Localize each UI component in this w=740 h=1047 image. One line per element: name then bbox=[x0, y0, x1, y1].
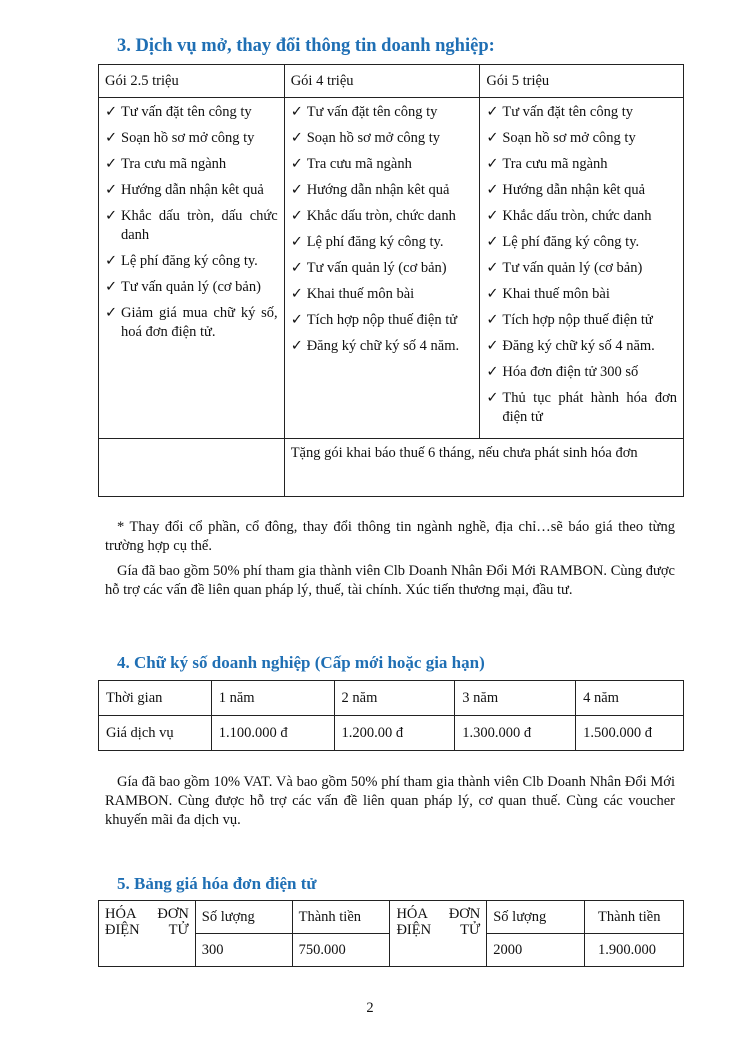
checkmark-icon: ✓ bbox=[486, 156, 499, 172]
table-cell: 2 năm bbox=[334, 681, 455, 716]
checklist-item bbox=[105, 278, 278, 297]
checklist-item-text: Tư vấn đặt tên công ty bbox=[306, 104, 438, 120]
checkmark-icon: ✓ bbox=[290, 156, 303, 172]
checklist-item-text: Hướng dẫn nhận kêt quả bbox=[121, 182, 264, 198]
checkmark-icon: ✓ bbox=[105, 279, 118, 295]
table-cell: 1.500.000 đ bbox=[576, 716, 684, 751]
amount-header: Thành tiền bbox=[292, 901, 390, 934]
checklist-item-text: Soạn hồ sơ mở công ty bbox=[306, 130, 441, 146]
checklist-item-text: Tư vấn đặt tên công ty bbox=[121, 104, 252, 120]
qty-value: 300 bbox=[195, 934, 292, 967]
invoice-label: HÓA ĐƠN ĐIỆN TỬ bbox=[99, 901, 196, 967]
amount-value: 750.000 bbox=[292, 934, 390, 967]
checklist-item-text: Soạn hồ sơ mở công ty bbox=[121, 130, 255, 146]
checklist-item bbox=[486, 207, 677, 226]
checkmark-icon: ✓ bbox=[486, 286, 499, 302]
checklist bbox=[291, 103, 474, 356]
checklist-item-text: Khai thuế môn bài bbox=[306, 286, 415, 302]
checklist-item bbox=[105, 252, 278, 271]
package-items-row bbox=[99, 98, 684, 439]
amount-value: 1.900.000 bbox=[585, 934, 684, 967]
checklist-item-text: Tra cưu mã ngành bbox=[306, 156, 412, 172]
checklist-item bbox=[486, 337, 677, 356]
checkmark-icon: ✓ bbox=[486, 390, 499, 406]
page-number: 2 bbox=[366, 1000, 374, 1016]
checkmark-icon: ✓ bbox=[486, 260, 499, 276]
table-cell: 3 năm bbox=[455, 681, 576, 716]
package-header-row bbox=[99, 65, 684, 98]
table-cell: 1.100.000 đ bbox=[211, 716, 334, 751]
digital-signature-table bbox=[98, 680, 684, 751]
checklist-item-text: Tư vấn đặt tên công ty bbox=[502, 104, 634, 120]
package-footer-row bbox=[99, 439, 684, 497]
checklist-item-text: Hướng dẫn nhận kêt quả bbox=[306, 182, 450, 198]
e-invoice-price-table bbox=[98, 900, 684, 967]
checklist-item bbox=[105, 155, 278, 174]
checklist-item-text: Tích hợp nộp thuế điện tử bbox=[306, 312, 458, 328]
checklist-item bbox=[291, 103, 474, 122]
checklist bbox=[105, 103, 278, 342]
section-3-note-1: * Thay đổi cổ phần, cổ đông, thay đổi thông tin ngành nghề, địa chỉ…sẽ báo giá theo từng trường hợp cụ thể. bbox=[105, 519, 675, 554]
checklist-item-text: Khắc dấu tròn, chức danh bbox=[502, 208, 652, 224]
table-row bbox=[99, 681, 684, 716]
package-items-cell bbox=[480, 98, 684, 439]
checklist-item-text: Thủ tục phát hành hóa đơn điện tử bbox=[502, 390, 677, 425]
checkmark-icon: ✓ bbox=[486, 130, 499, 146]
checklist-item-text: Hóa đơn điện tử 300 số bbox=[502, 364, 639, 380]
checkmark-icon: ✓ bbox=[290, 234, 303, 250]
checklist-item bbox=[105, 207, 278, 245]
checklist-item-text: Lệ phí đăng ký công ty. bbox=[502, 234, 640, 250]
checklist-item bbox=[291, 155, 474, 174]
checklist-item bbox=[486, 363, 677, 382]
package-name: Gói 2.5 triệu bbox=[99, 65, 285, 98]
checklist-item-text: Hướng dẫn nhận kêt quả bbox=[502, 182, 646, 198]
package-items-cell bbox=[284, 98, 480, 439]
qty-header: Số lượng bbox=[195, 901, 292, 934]
package-name: Gói 4 triệu bbox=[284, 65, 480, 98]
checkmark-icon: ✓ bbox=[290, 260, 303, 276]
checkmark-icon: ✓ bbox=[105, 208, 118, 224]
section-5-title: 5. Bảng giá hóa đơn điện tử bbox=[117, 874, 317, 893]
checklist-item bbox=[105, 304, 278, 342]
package-name: Gói 5 triệu bbox=[480, 65, 684, 98]
checkmark-icon: ✓ bbox=[105, 253, 118, 269]
section-3-title: 3. Dịch vụ mở, thay đổi thông tin doanh nghiệp: bbox=[117, 36, 495, 56]
checkmark-icon: ✓ bbox=[486, 208, 499, 224]
checklist-item-text: Tư vấn quản lý (cơ bản) bbox=[121, 279, 261, 295]
table-row bbox=[99, 901, 684, 934]
checkmark-icon: ✓ bbox=[290, 338, 303, 354]
checklist-item bbox=[291, 181, 474, 200]
checklist-item bbox=[486, 129, 677, 148]
checklist-item bbox=[291, 129, 474, 148]
checklist-item bbox=[486, 103, 677, 122]
bonus-note: Tặng gói khai báo thuế 6 tháng, nếu chưa phát sinh hóa đơn bbox=[284, 439, 683, 497]
checklist-item bbox=[486, 389, 677, 427]
checkmark-icon: ✓ bbox=[486, 182, 499, 198]
checklist-item bbox=[291, 337, 474, 356]
checklist-item bbox=[486, 311, 677, 330]
table-cell: 1.300.000 đ bbox=[455, 716, 576, 751]
checkmark-icon: ✓ bbox=[290, 312, 303, 328]
checkmark-icon: ✓ bbox=[105, 156, 118, 172]
checklist-item bbox=[486, 285, 677, 304]
checklist-item-text: Tư vấn quản lý (cơ bản) bbox=[502, 260, 643, 276]
checklist-item bbox=[486, 259, 677, 278]
checklist-item bbox=[105, 103, 278, 122]
checklist-item-text: Giảm giá mua chữ ký số, hoá đơn điện tử. bbox=[121, 305, 278, 340]
checklist-item bbox=[291, 259, 474, 278]
section-3-note-2: Gía đã bao gồm 50% phí tham gia thành viên Clb Doanh Nhân Đổi Mới RAMBON. Cùng được hỗ trợ các vấn đề liên quan pháp lý, thuế, tài chính. Xúc tiến thương mại, đầu tư. bbox=[105, 563, 675, 598]
checklist-item bbox=[291, 233, 474, 252]
checklist-item bbox=[105, 181, 278, 200]
checklist-item-text: Khai thuế môn bài bbox=[502, 286, 610, 302]
checklist-item-text: Lệ phí đăng ký công ty. bbox=[306, 234, 444, 250]
checklist-item bbox=[486, 233, 677, 252]
checklist-item-text: Tra cưu mã ngành bbox=[502, 156, 608, 172]
company-service-table bbox=[98, 64, 684, 497]
checklist-item-text: Khắc dấu tròn, chức danh bbox=[306, 208, 456, 224]
checklist-item-text: Tích hợp nộp thuế điện tử bbox=[502, 312, 653, 328]
checkmark-icon: ✓ bbox=[486, 234, 499, 250]
checklist-item-text: Tư vấn quản lý (cơ bản) bbox=[306, 260, 447, 276]
checklist-item bbox=[291, 285, 474, 304]
empty-cell bbox=[99, 439, 285, 497]
section-4-title: 4. Chữ ký số doanh nghiệp (Cấp mới hoặc gia hạn) bbox=[117, 653, 485, 672]
checklist-item bbox=[486, 181, 677, 200]
table-cell: 1 năm bbox=[211, 681, 334, 716]
checklist-item-text: Tra cưu mã ngành bbox=[121, 156, 227, 172]
checkmark-icon: ✓ bbox=[486, 338, 499, 354]
checklist-item-text: Soạn hồ sơ mở công ty bbox=[502, 130, 636, 146]
checkmark-icon: ✓ bbox=[290, 130, 303, 146]
checklist-item bbox=[291, 207, 474, 226]
checklist-item-text: Lệ phí đăng ký công ty. bbox=[121, 253, 258, 269]
qty-value: 2000 bbox=[487, 934, 585, 967]
checklist-item-text: Khắc dấu tròn, dấu chức danh bbox=[121, 208, 278, 243]
checkmark-icon: ✓ bbox=[290, 208, 303, 224]
table-cell: 1.200.00 đ bbox=[334, 716, 455, 751]
checkmark-icon: ✓ bbox=[105, 130, 118, 146]
checkmark-icon: ✓ bbox=[486, 312, 499, 328]
checkmark-icon: ✓ bbox=[290, 182, 303, 198]
checklist-item bbox=[105, 129, 278, 148]
table-cell: 4 năm bbox=[576, 681, 684, 716]
table-cell: Giá dịch vụ bbox=[99, 716, 212, 751]
checklist bbox=[486, 103, 677, 427]
qty-header: Số lượng bbox=[487, 901, 585, 934]
table-row bbox=[99, 716, 684, 751]
checklist-item-text: Đăng ký chữ ký số 4 năm. bbox=[306, 338, 460, 354]
checkmark-icon: ✓ bbox=[290, 104, 303, 120]
checkmark-icon: ✓ bbox=[486, 104, 499, 120]
package-items-cell bbox=[99, 98, 285, 439]
amount-header: Thành tiền bbox=[585, 901, 684, 934]
checklist-item bbox=[486, 155, 677, 174]
table-cell: Thời gian bbox=[99, 681, 212, 716]
checklist-item-text: Đăng ký chữ ký số 4 năm. bbox=[502, 338, 655, 354]
checkmark-icon: ✓ bbox=[290, 286, 303, 302]
checkmark-icon: ✓ bbox=[486, 364, 499, 380]
checklist-item bbox=[291, 311, 474, 330]
checkmark-icon: ✓ bbox=[105, 104, 118, 120]
section-4-note: Gía đã bao gồm 10% VAT. Và bao gồm 50% phí tham gia thành viên Clb Doanh Nhân Đổi Mới RAMBON. Cùng được hỗ trợ các vấn đề liên quan pháp lý, cơ quan thuế. Cùng các voucher khuyến mãi đa dịch vụ. bbox=[105, 774, 675, 828]
invoice-label: HÓA ĐƠN ĐIỆN TỬ bbox=[390, 901, 487, 967]
checkmark-icon: ✓ bbox=[105, 305, 118, 321]
checkmark-icon: ✓ bbox=[105, 182, 118, 198]
